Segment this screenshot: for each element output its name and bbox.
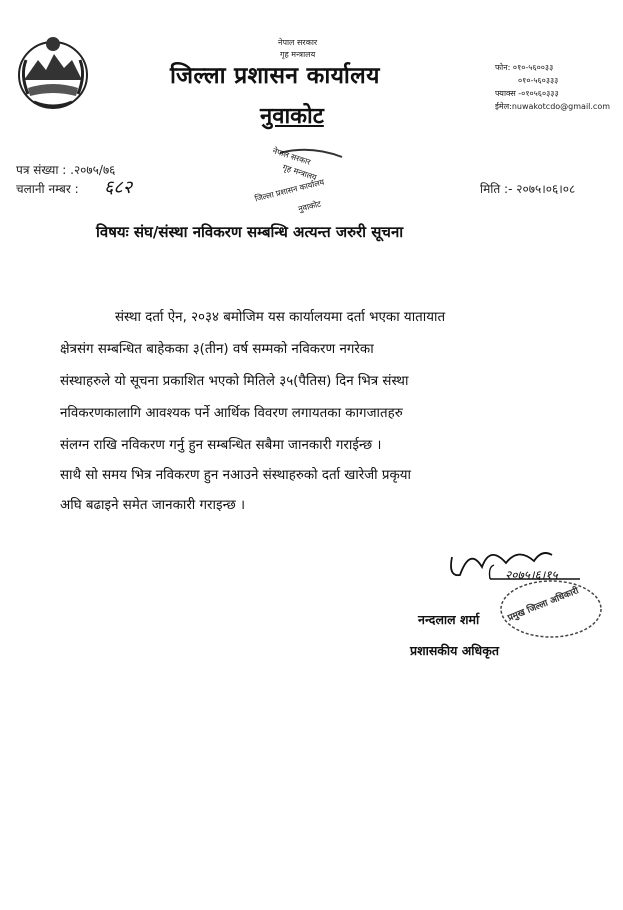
fax: फ्याक्स -०१०५६०३३३ — [495, 89, 559, 98]
stamp-line-2: गृह मन्त्रालय — [281, 162, 318, 183]
official-seal — [493, 575, 603, 645]
office-place: नुवाकोट — [260, 104, 324, 129]
stamp-line-1: नेपाल सरकार — [271, 146, 312, 167]
dispatch-number: ६८२ — [104, 177, 133, 198]
office-stamp — [250, 145, 365, 215]
body-line-7: अघि बढाइने समेत जानकारी गराइन्छ । — [60, 498, 246, 513]
body-line-1: संस्था दर्ता ऐन, २०३४ बमोजिम यस कार्यालयमा दर्ता भएका यातायात — [115, 310, 446, 325]
signatory-name: नन्दलाल शर्मा — [418, 612, 480, 627]
body-line-5: संलग्न राखि नविकरण गर्नु हुन सम्बन्धित सबैमा जानकारी गराईन्छ । — [60, 438, 382, 453]
body-line-3: संस्थाहरुले यो सूचना प्रकाशित भएको मितिले ३५(पैतिस) दिन भित्र संस्था — [60, 374, 409, 389]
government-name: नेपाल सरकार — [278, 38, 318, 47]
ministry-name: गृह मन्त्रालय — [280, 50, 316, 59]
letter-date: मिति :- २०७५।०६।०८ — [480, 182, 576, 196]
email: ईमेल:nuwakotcdo@gmail.com — [495, 102, 611, 111]
signatory-designation: प्रशासकीय अधिकृत — [410, 643, 499, 658]
dispatch-label: चलानी नम्बर : — [16, 182, 79, 196]
body-line-6: साथै सो समय भित्र नविकरण हुन नआउने संस्थाहरुको दर्ता खारेजी प्रकृया — [60, 468, 412, 483]
nepal-government-emblem-icon — [14, 30, 92, 112]
phone-2: ०१०-५६०३३३ — [518, 76, 559, 85]
body-line-4: नविकरणकालागि आवश्यक पर्ने आर्थिक विवरण लगायतका कागजातहरु — [60, 406, 403, 421]
body-line-2: क्षेत्रसंग सम्बन्धित बाहेकका ३(तीन) वर्ष सम्मको नविकरण नगरेका — [60, 342, 374, 357]
seal-text: प्रमुख जिल्ला अधिकारी — [506, 586, 581, 624]
stamp-line-3: जिल्ला प्रशासन कार्यालय — [253, 177, 326, 204]
phone-1: फोन: ०१०-५६००३३ — [495, 63, 554, 72]
stamp-line-4: नुवाकोट — [297, 199, 322, 214]
office-title: जिल्ला प्रशासन कार्यालय — [170, 63, 380, 89]
letter-number: पत्र संख्या : .२०७५/७६ — [16, 163, 116, 177]
subject-line: विषयः संघ/संस्था नविकरण सम्बन्धि अत्यन्त जरुरी सूचना — [96, 223, 404, 241]
handwritten-date: २०७५।६।१५ — [505, 568, 558, 582]
